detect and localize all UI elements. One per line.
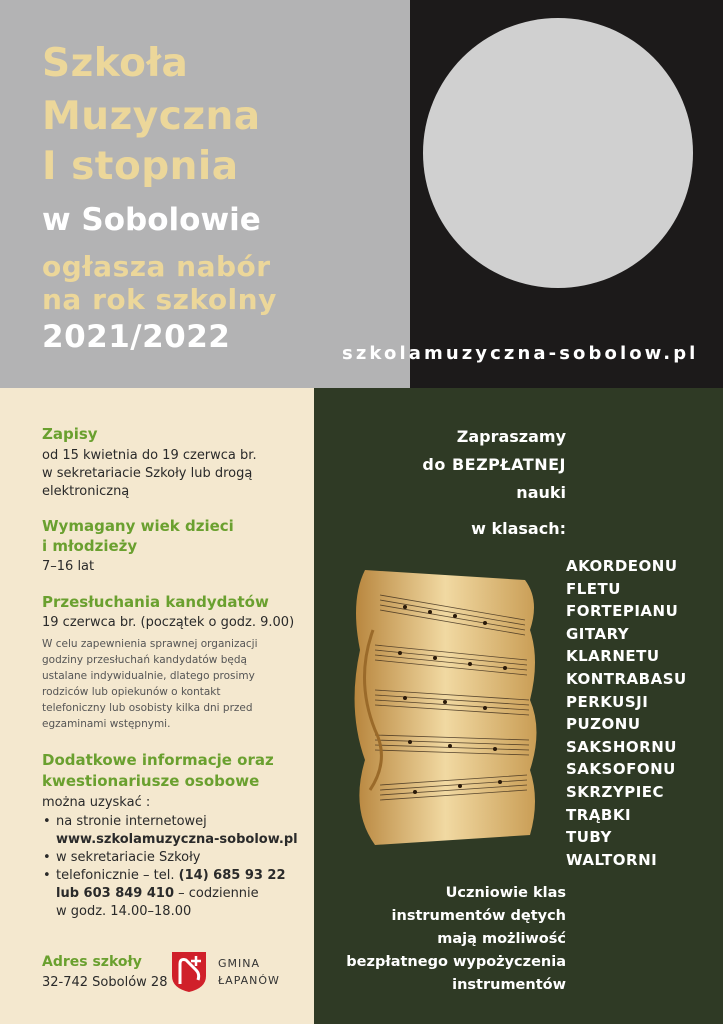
instrument-item: AKORDEONU	[566, 557, 678, 575]
website-link[interactable]: www.szkolamuzyczna-sobolow.pl	[56, 832, 298, 847]
auditions-title: Przesłuchania kandydatów	[42, 593, 269, 611]
rental-line4: bezpłatnego wypożyczenia	[346, 954, 566, 970]
instrument-item: SAKSOFONU	[566, 760, 676, 779]
rental-line1: Uczniowie klas	[445, 885, 566, 901]
instrument-item: PUZONU	[566, 715, 641, 734]
auditions-note-line: ustalane indywidualnie, dlatego prosimy	[42, 670, 255, 682]
school-year: 2021/2022	[42, 319, 231, 355]
school-location: w Sobolowie	[42, 202, 261, 238]
phone-bullet-prefix: telefonicznie – tel.	[56, 868, 179, 883]
auditions-note-line: egzaminami wstępnymi.	[42, 718, 171, 730]
sheet-music-scroll-icon	[345, 560, 545, 855]
gmina-logo-text	[218, 955, 280, 989]
instrument-item: FORTEPIANU	[566, 602, 679, 621]
gmina-line1: GMINA	[218, 957, 261, 970]
instrument-item: TUBY	[566, 828, 612, 847]
enrollment-line2: w sekretariacie Szkoły lub drogą	[42, 466, 253, 481]
enrollment-line1: od 15 kwietnia do 19 czerwca br.	[42, 448, 257, 463]
gmina-crest-icon	[170, 950, 208, 994]
announce-line2: na rok szkolny	[42, 283, 277, 316]
phone-number-1[interactable]: (14) 685 93 22	[178, 868, 286, 883]
invite-line1: Zapraszamy	[456, 427, 566, 446]
invite-classes: w klasach:	[471, 519, 566, 538]
rental-line2: instrumentów dętych	[391, 908, 566, 924]
enrollment-title: Zapisy	[42, 425, 98, 443]
auditions-date: 19 czerwca br. (początek o godz. 9.00)	[42, 615, 295, 630]
website-bullet-text: na stronie internetowej	[56, 814, 207, 829]
more-info-list	[42, 813, 298, 921]
instrument-list	[566, 555, 687, 871]
auditions-note-line: rodziców lub opiekunów o kontakt	[42, 686, 221, 698]
age-value: 7–16 lat	[42, 559, 95, 574]
auditions-note-line: W celu zapewnienia sprawnej organizacji	[42, 638, 258, 650]
list-item	[42, 813, 298, 849]
secretariat-bullet-text: w sekretariacie Szkoły	[56, 850, 201, 865]
list-item	[42, 867, 298, 921]
list-item	[42, 849, 298, 867]
instrument-item: WALTORNI	[566, 850, 658, 869]
enrollment-line3: elektroniczną	[42, 484, 130, 499]
instrument-item: KONTRABASU	[566, 669, 687, 688]
school-name-line3: I stopnia	[42, 144, 239, 189]
more-info-title-line2: kwestionariusze osobowe	[42, 772, 260, 790]
phone-number-2[interactable]: lub 603 849 410	[56, 886, 175, 901]
age-title-line2: i młodzieży	[42, 537, 138, 555]
auditions-note-line: telefoniczny lub osobisty kilka dni przed	[42, 702, 253, 714]
invite-line2: do BEZPŁATNEJ	[422, 455, 566, 474]
phone-bullet-suffix: – codziennie	[174, 886, 259, 901]
gmina-line2: ŁAPANÓW	[218, 974, 280, 987]
rental-line5: instrumentów	[452, 977, 566, 993]
school-name-line1: Szkoła	[42, 41, 189, 86]
school-name-line2: Muzyczna	[42, 94, 261, 139]
age-title-line1: Wymagany wiek dzieci	[42, 517, 234, 535]
instrument-item: GITARY	[566, 624, 630, 643]
more-info-intro: można uzyskać :	[42, 795, 151, 810]
website-header-link[interactable]: szkolamuzyczna-sobolow.pl	[342, 343, 699, 364]
auditions-note-line: godziny przesłuchań kandydatów będą	[42, 654, 247, 666]
photo-placeholder-circle	[423, 18, 693, 288]
invite-line3: nauki	[516, 483, 566, 502]
address-value: 32-742 Sobolów 28	[42, 975, 168, 990]
announce-line1: ogłasza nabór	[42, 250, 271, 283]
rental-line3: mają możliwość	[437, 931, 566, 947]
instrument-item: SKRZYPIEC	[566, 782, 665, 801]
instrument-item: TRĄBKI	[566, 805, 632, 824]
instrument-item: KLARNETU	[566, 647, 660, 666]
more-info-title-line1: Dodatkowe informacje oraz	[42, 751, 274, 769]
instrument-item: PERKUSJI	[566, 692, 649, 711]
instrument-item: SAKSHORNU	[566, 737, 677, 756]
address-title: Adres szkoły	[42, 954, 142, 970]
instrument-item: FLETU	[566, 579, 621, 598]
phone-hours: w godz. 14.00–18.00	[56, 904, 192, 919]
